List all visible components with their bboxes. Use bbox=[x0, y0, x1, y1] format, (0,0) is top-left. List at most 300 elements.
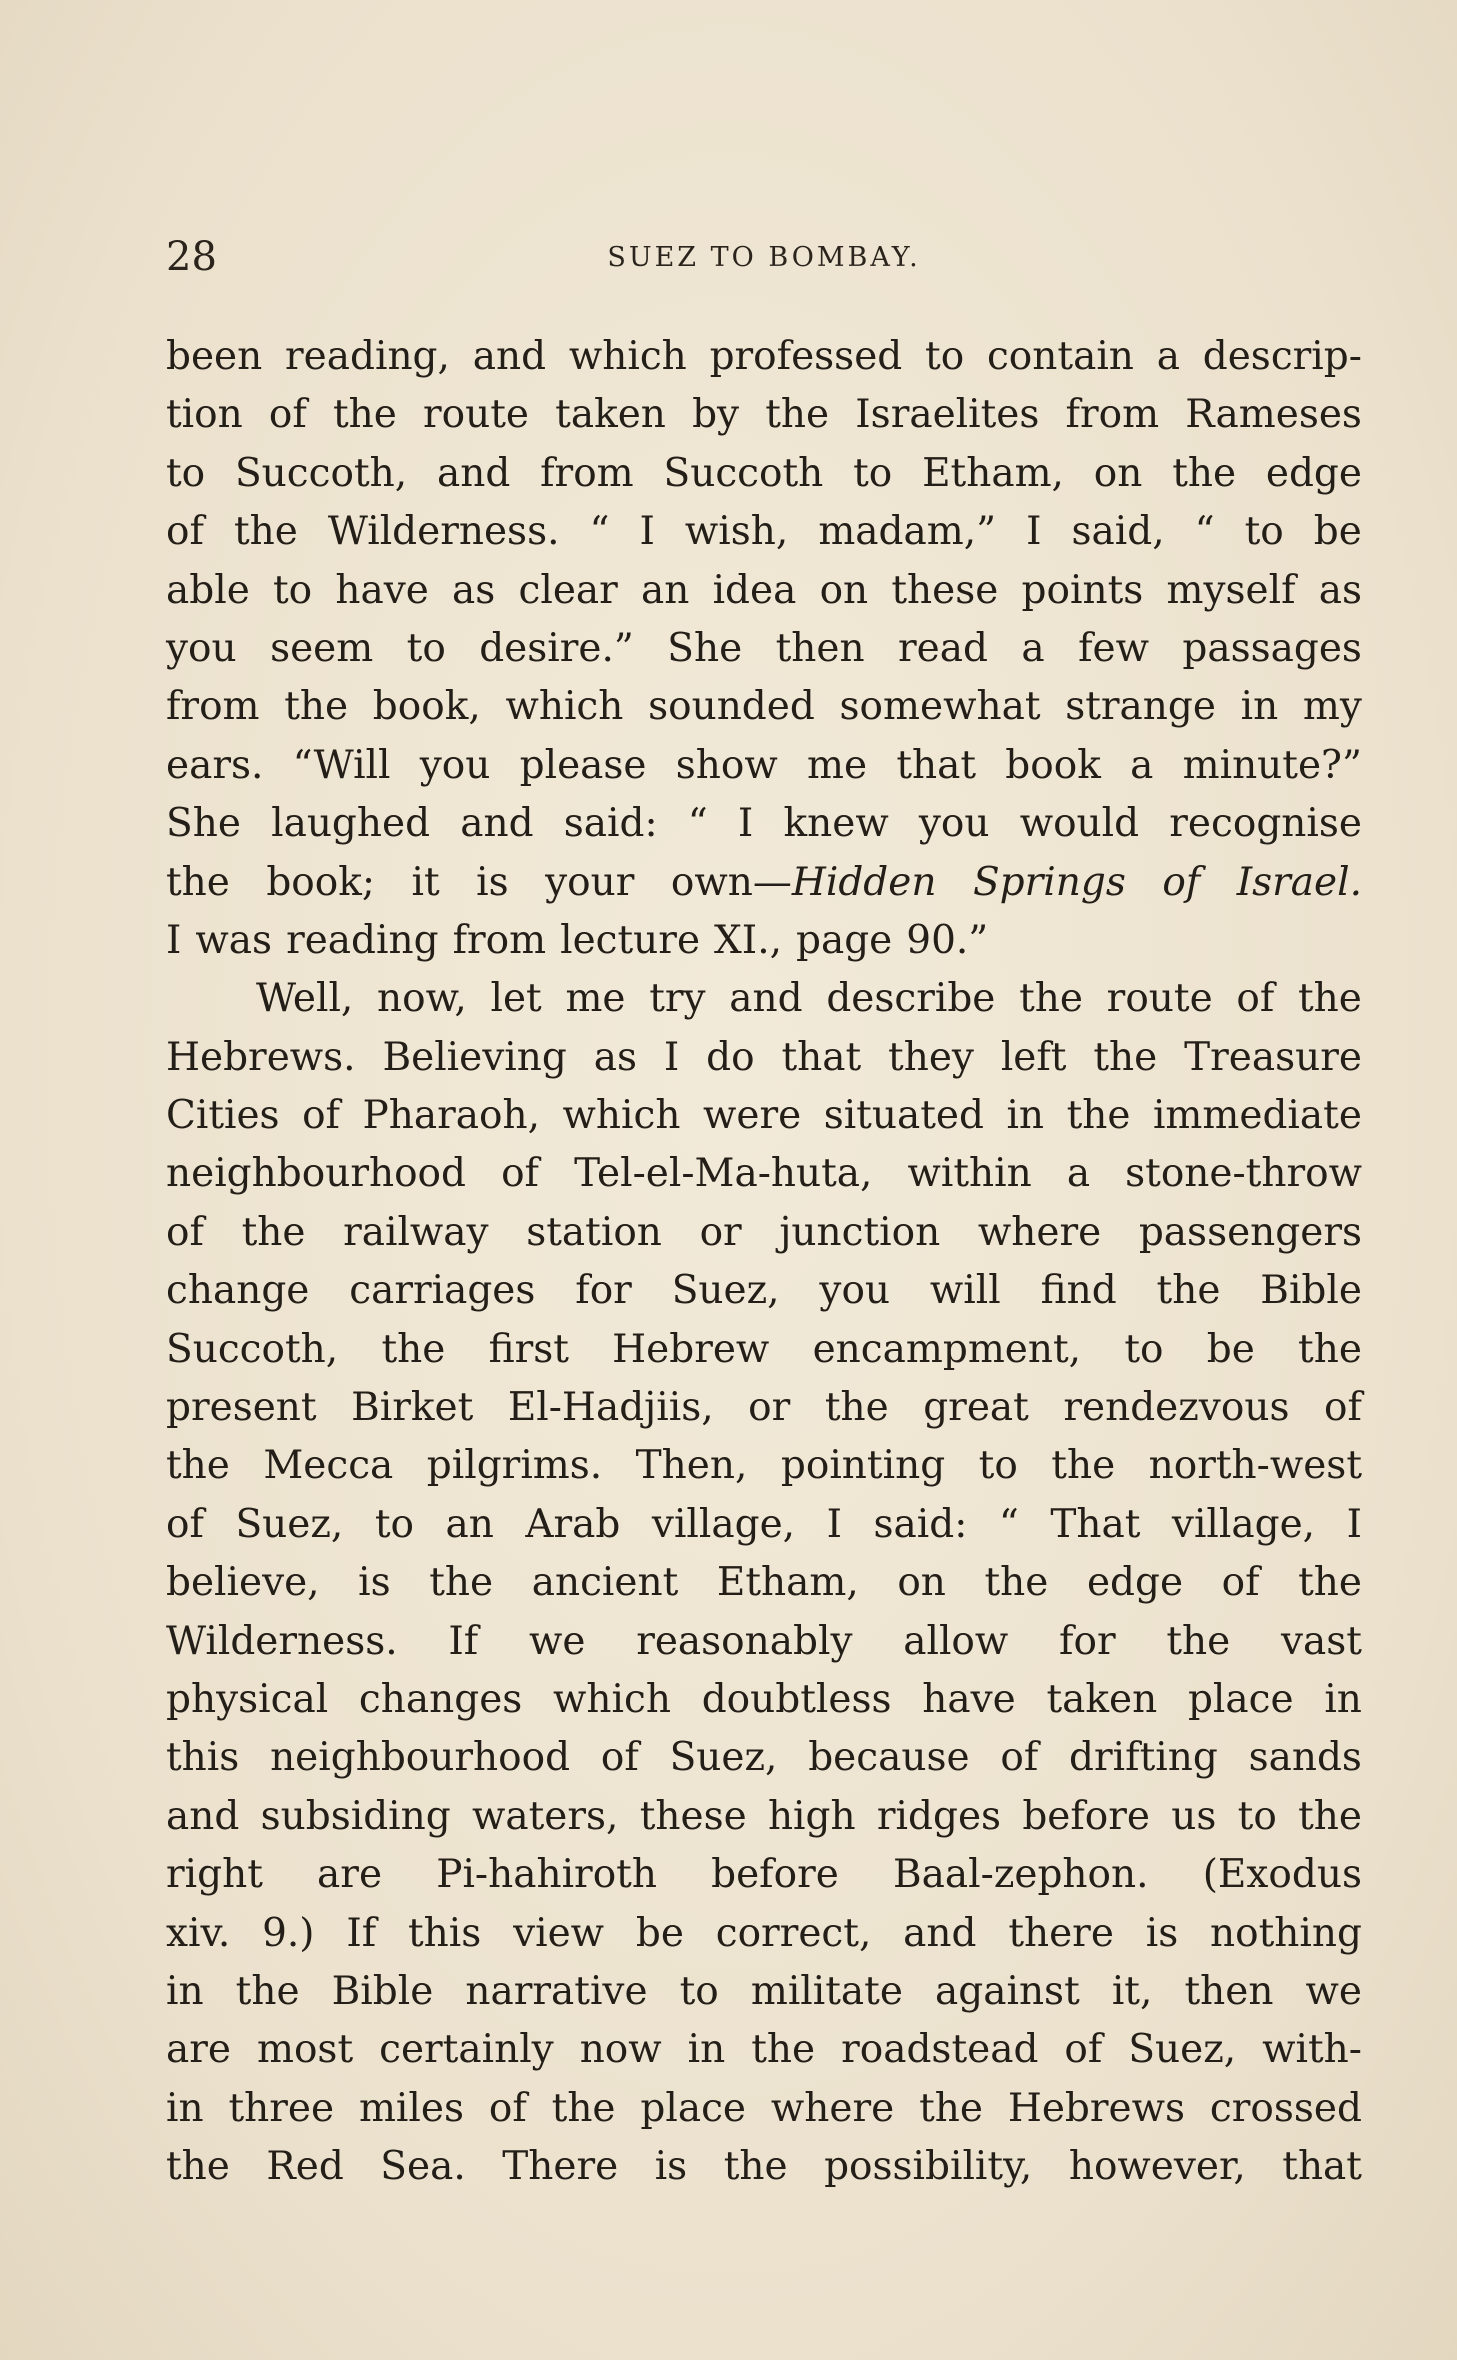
word: wish, bbox=[684, 509, 789, 555]
word: passages bbox=[1182, 625, 1362, 671]
word: the bbox=[241, 1209, 306, 1255]
word: Well, bbox=[256, 976, 354, 1022]
word: pointing bbox=[780, 1443, 946, 1489]
word: myself bbox=[1166, 567, 1296, 613]
word: idea bbox=[712, 567, 797, 613]
word: to bbox=[272, 567, 313, 613]
word: Tel-el-Ma-huta, bbox=[574, 1151, 873, 1197]
word: said: bbox=[563, 801, 658, 847]
word: Arab bbox=[525, 1501, 621, 1547]
word: do bbox=[706, 1034, 755, 1080]
word: ridges bbox=[876, 1793, 1002, 1839]
word: a bbox=[1021, 625, 1045, 671]
word: book, bbox=[372, 684, 481, 730]
word: is bbox=[358, 1560, 391, 1606]
word: then bbox=[1184, 1968, 1274, 2014]
word: railway bbox=[343, 1209, 489, 1255]
word: neighbourhood bbox=[166, 1151, 467, 1197]
word: There bbox=[502, 2144, 619, 2190]
word: Succoth bbox=[663, 450, 824, 496]
word: I bbox=[663, 1034, 680, 1080]
text-line bbox=[166, 1029, 1362, 1087]
word: Suez, bbox=[235, 1501, 344, 1547]
word: Israelites bbox=[855, 392, 1040, 438]
word: the bbox=[1166, 1618, 1231, 1664]
word: or bbox=[699, 1209, 742, 1255]
word: is bbox=[476, 859, 509, 905]
word: laughed bbox=[271, 801, 431, 847]
word: is bbox=[654, 2144, 688, 2190]
word: these bbox=[639, 1793, 747, 1839]
word: is bbox=[1145, 1910, 1179, 1956]
word: and bbox=[166, 1793, 240, 1839]
word: Pi-hahiroth bbox=[436, 1852, 657, 1898]
word: the bbox=[723, 2144, 788, 2190]
word: and bbox=[472, 334, 547, 379]
word: that bbox=[781, 1034, 862, 1080]
word: to bbox=[1237, 1793, 1277, 1839]
word: the bbox=[824, 1385, 889, 1431]
word: of bbox=[501, 1151, 539, 1197]
word: Rameses bbox=[1185, 392, 1362, 438]
word: pilgrims. bbox=[426, 1443, 603, 1489]
word: the bbox=[284, 684, 349, 730]
word: the bbox=[751, 2027, 816, 2073]
word: sounded bbox=[648, 684, 815, 730]
word: possibility, bbox=[824, 2144, 1033, 2190]
word: they bbox=[888, 1034, 974, 1080]
text-line bbox=[166, 1788, 1362, 1846]
word: “Will bbox=[292, 742, 391, 788]
word: the bbox=[1298, 1326, 1362, 1372]
word: this bbox=[166, 1735, 240, 1781]
word: on bbox=[819, 567, 869, 613]
word: because bbox=[808, 1735, 970, 1781]
word: the bbox=[551, 2085, 616, 2131]
text-line bbox=[166, 503, 1362, 561]
word: the bbox=[1019, 976, 1083, 1022]
word: to bbox=[925, 334, 965, 379]
word: have bbox=[335, 567, 429, 613]
word: rendezvous bbox=[1063, 1385, 1290, 1431]
word: own—Hidden bbox=[670, 859, 937, 905]
word: doubtless bbox=[701, 1676, 892, 1722]
word: for bbox=[1059, 1618, 1116, 1664]
word: ears. bbox=[166, 742, 264, 788]
word: show bbox=[675, 742, 778, 788]
word: try bbox=[649, 976, 706, 1022]
word: and bbox=[460, 801, 534, 847]
word: neighbourhood bbox=[270, 1735, 571, 1781]
word: 9.) bbox=[262, 1910, 315, 1956]
word: by bbox=[692, 392, 740, 438]
text-line bbox=[166, 737, 1362, 795]
word: lecture bbox=[560, 917, 701, 963]
word: place bbox=[1187, 1676, 1294, 1722]
word: we bbox=[1305, 1968, 1362, 2014]
word: Suez, bbox=[1128, 2027, 1237, 2073]
word: tion bbox=[166, 392, 243, 438]
word: militate bbox=[750, 1968, 903, 2014]
text-line bbox=[166, 328, 1362, 386]
text-line bbox=[166, 912, 1362, 970]
word: reading, bbox=[285, 334, 450, 379]
word: carriages bbox=[349, 1268, 536, 1314]
text-line bbox=[166, 1671, 1362, 1729]
word: to bbox=[166, 450, 206, 496]
word: of bbox=[600, 1735, 639, 1781]
word: She bbox=[667, 625, 743, 671]
word: “ bbox=[1194, 509, 1215, 555]
text-line bbox=[166, 562, 1362, 620]
word: “ bbox=[687, 801, 708, 847]
word: high bbox=[767, 1793, 856, 1839]
word: passengers bbox=[1138, 1209, 1362, 1255]
word: from bbox=[540, 450, 634, 496]
word: as bbox=[452, 567, 496, 613]
word: and bbox=[903, 1910, 977, 1956]
word: 90.” bbox=[906, 917, 989, 963]
word: edge bbox=[1265, 450, 1362, 496]
word: Pharaoh, bbox=[362, 1093, 541, 1139]
word: to bbox=[679, 1968, 719, 2014]
word: I bbox=[737, 801, 754, 847]
word: drifting bbox=[1069, 1735, 1218, 1781]
word: which bbox=[505, 684, 624, 730]
word: your bbox=[545, 859, 635, 905]
word: certainly bbox=[379, 2027, 554, 2073]
word: minute?” bbox=[1182, 742, 1362, 788]
word: present bbox=[166, 1385, 317, 1431]
page-header bbox=[166, 232, 1362, 282]
word: desire.” bbox=[479, 625, 634, 671]
word: us bbox=[1171, 1793, 1217, 1839]
text-line bbox=[166, 1437, 1362, 1495]
word: junction bbox=[779, 1209, 941, 1255]
word: village, bbox=[651, 1501, 796, 1547]
word: with- bbox=[1262, 2027, 1362, 2073]
word: most bbox=[256, 2027, 354, 2073]
word: physical bbox=[166, 1676, 329, 1722]
word: changes bbox=[358, 1676, 523, 1722]
word: the bbox=[1298, 1560, 1362, 1606]
word: roadstead bbox=[841, 2027, 1039, 2073]
italic-word: Israel. bbox=[1236, 859, 1362, 905]
word: I bbox=[639, 509, 655, 555]
text-line bbox=[166, 1846, 1362, 1904]
word: find bbox=[1040, 1268, 1117, 1314]
text-line bbox=[166, 1554, 1362, 1612]
word: the bbox=[1298, 976, 1362, 1022]
word: (Exodus bbox=[1202, 1852, 1362, 1898]
word: the bbox=[1051, 1443, 1116, 1489]
word: the bbox=[1298, 1793, 1362, 1839]
word: believe, bbox=[166, 1560, 320, 1606]
word: as bbox=[593, 1034, 637, 1080]
word: the bbox=[429, 1560, 494, 1606]
word: waters, bbox=[471, 1793, 619, 1839]
word: on bbox=[897, 1560, 946, 1606]
word: Believing bbox=[382, 1034, 567, 1080]
word: said: bbox=[873, 1501, 968, 1547]
word: taken bbox=[1046, 1676, 1158, 1722]
word: situated bbox=[823, 1093, 984, 1139]
body-text bbox=[166, 328, 1362, 2197]
text-line bbox=[166, 1379, 1362, 1437]
word: a bbox=[1066, 1151, 1091, 1197]
word: Bible bbox=[1260, 1268, 1362, 1314]
word: Etham, bbox=[716, 1560, 859, 1606]
word: in bbox=[687, 2027, 726, 2073]
word: where bbox=[977, 1209, 1102, 1255]
word: which bbox=[553, 1676, 671, 1722]
word: somewhat bbox=[839, 684, 1041, 730]
word: Wilderness. bbox=[166, 1618, 398, 1664]
text-line bbox=[166, 2080, 1362, 2138]
text-line bbox=[166, 1905, 1362, 1963]
word: of bbox=[1000, 1735, 1039, 1781]
text-line bbox=[166, 678, 1362, 736]
word: nothing bbox=[1210, 1910, 1362, 1956]
word: recognise bbox=[1169, 801, 1362, 847]
word: and bbox=[436, 450, 511, 496]
word: been bbox=[166, 334, 263, 379]
word: of bbox=[1236, 976, 1275, 1022]
word: my bbox=[1302, 684, 1362, 730]
word: three bbox=[228, 2085, 335, 2131]
word: a bbox=[1130, 742, 1154, 788]
word: the bbox=[166, 2144, 230, 2190]
word: sands bbox=[1248, 1735, 1362, 1781]
word: of bbox=[302, 1093, 340, 1139]
word: clear bbox=[518, 567, 618, 613]
word: you bbox=[166, 625, 237, 671]
word: will bbox=[929, 1268, 1001, 1314]
text-line bbox=[166, 386, 1362, 444]
word: Mecca bbox=[263, 1443, 394, 1489]
page-number: 28 bbox=[166, 234, 217, 280]
word: from bbox=[166, 684, 260, 730]
word: were bbox=[702, 1093, 802, 1139]
word: She bbox=[166, 801, 241, 847]
word: book; bbox=[266, 859, 376, 905]
word: in bbox=[1324, 1676, 1362, 1722]
word: stone-throw bbox=[1125, 1151, 1362, 1197]
word: have bbox=[922, 1676, 1016, 1722]
word: madam,” bbox=[818, 509, 997, 555]
word: for bbox=[575, 1268, 632, 1314]
word: read bbox=[898, 625, 988, 671]
word: El-Hadjiis, bbox=[507, 1385, 714, 1431]
word: in bbox=[1006, 1093, 1045, 1139]
text-line bbox=[166, 2138, 1362, 2196]
text-line bbox=[166, 1496, 1362, 1554]
word: it bbox=[411, 859, 440, 905]
word: XI., bbox=[714, 917, 782, 963]
word: of bbox=[1221, 1560, 1260, 1606]
word: would bbox=[1019, 801, 1140, 847]
word: was bbox=[195, 917, 273, 963]
word: I bbox=[166, 917, 182, 963]
word: of bbox=[166, 1501, 204, 1547]
word: Birket bbox=[351, 1385, 474, 1431]
text-line bbox=[166, 1729, 1362, 1787]
word: seem bbox=[270, 625, 374, 671]
word: however, bbox=[1068, 2144, 1246, 2190]
word: “ bbox=[589, 509, 610, 555]
word: Etham, bbox=[922, 450, 1064, 496]
word: narrative bbox=[465, 1968, 648, 2014]
word: in bbox=[166, 2085, 204, 2131]
word: the bbox=[332, 392, 397, 438]
word: Red bbox=[266, 2144, 344, 2190]
word: and bbox=[729, 976, 803, 1022]
word: points bbox=[1021, 567, 1144, 613]
word: vast bbox=[1280, 1618, 1362, 1664]
word: to bbox=[1124, 1326, 1164, 1372]
word: to bbox=[853, 450, 893, 496]
word: route bbox=[1106, 976, 1213, 1022]
text-line bbox=[166, 1321, 1362, 1379]
word: are bbox=[166, 2027, 231, 2073]
word: an bbox=[641, 567, 690, 613]
word: now, bbox=[377, 976, 467, 1022]
word: encampment, bbox=[812, 1326, 1082, 1372]
word: professed bbox=[709, 334, 903, 379]
word: in bbox=[1240, 684, 1279, 730]
word: able bbox=[166, 567, 250, 613]
word: miles bbox=[358, 2085, 464, 2131]
word: this bbox=[408, 1910, 482, 1956]
word: xiv. bbox=[166, 1910, 231, 1956]
word: crossed bbox=[1209, 2085, 1362, 2131]
word: the bbox=[233, 509, 298, 555]
word: Treasure bbox=[1184, 1034, 1362, 1080]
word: the bbox=[984, 1560, 1049, 1606]
word: of bbox=[166, 509, 204, 555]
word: ancient bbox=[531, 1560, 679, 1606]
word: Suez, bbox=[671, 1268, 780, 1314]
word: please bbox=[519, 742, 647, 788]
word: I bbox=[1026, 509, 1042, 555]
word: of bbox=[268, 392, 307, 438]
word: edge bbox=[1086, 1560, 1184, 1606]
word: be bbox=[1313, 509, 1362, 555]
word: the bbox=[1066, 1093, 1131, 1139]
word: change bbox=[166, 1268, 310, 1314]
word: from bbox=[1065, 392, 1160, 438]
word: of bbox=[1064, 2027, 1103, 2073]
word: few bbox=[1078, 625, 1149, 671]
italic-word: of bbox=[1162, 859, 1201, 905]
word: subsiding bbox=[260, 1793, 451, 1839]
word: I bbox=[1346, 1501, 1362, 1547]
italic-title: Hidden bbox=[791, 859, 937, 905]
word: page bbox=[796, 917, 893, 963]
word: Hebrews. bbox=[166, 1034, 356, 1080]
word: said, bbox=[1071, 509, 1165, 555]
word: an bbox=[445, 1501, 494, 1547]
word: the bbox=[919, 2085, 983, 2131]
text-line bbox=[166, 620, 1362, 678]
word: or bbox=[748, 1385, 791, 1431]
word: view bbox=[513, 1910, 605, 1956]
word: you bbox=[419, 742, 491, 788]
word: route bbox=[423, 392, 530, 438]
text-line bbox=[166, 1204, 1362, 1262]
text-line bbox=[166, 1087, 1362, 1145]
word: Wilderness. bbox=[327, 509, 560, 555]
word: reading bbox=[286, 917, 439, 963]
word: Sea. bbox=[380, 2144, 466, 2190]
word: taken bbox=[555, 392, 666, 438]
word: of bbox=[166, 1209, 204, 1255]
word: the bbox=[1156, 1268, 1221, 1314]
word: be bbox=[1206, 1326, 1255, 1372]
word: descrip- bbox=[1202, 334, 1362, 379]
word: me bbox=[807, 742, 868, 788]
word: place bbox=[640, 2085, 747, 2131]
word: to bbox=[1244, 509, 1284, 555]
word: before bbox=[1022, 1793, 1150, 1839]
word: right bbox=[166, 1852, 263, 1898]
word: where bbox=[770, 2085, 895, 2131]
word: be bbox=[635, 1910, 684, 1956]
word: to bbox=[406, 625, 446, 671]
word: north-west bbox=[1148, 1443, 1362, 1489]
word: knew bbox=[783, 801, 889, 847]
word: that bbox=[896, 742, 977, 788]
word: reasonably bbox=[636, 1618, 853, 1664]
word: to bbox=[978, 1443, 1018, 1489]
word: Succoth, bbox=[234, 450, 408, 496]
word: great bbox=[923, 1385, 1029, 1431]
word: Baal-zephon. bbox=[893, 1852, 1149, 1898]
text-line bbox=[166, 1613, 1362, 1671]
word: there bbox=[1008, 1910, 1114, 1956]
text-line bbox=[166, 1145, 1362, 1203]
word: which bbox=[568, 334, 687, 379]
word: correct, bbox=[715, 1910, 872, 1956]
running-head: SUEZ TO BOMBAY. bbox=[607, 242, 921, 273]
word: “ bbox=[998, 1501, 1019, 1547]
word: station bbox=[526, 1209, 662, 1255]
word: the bbox=[235, 1968, 300, 2014]
text-line bbox=[166, 1262, 1362, 1320]
word: left bbox=[1000, 1034, 1067, 1080]
word: now bbox=[579, 2027, 662, 2073]
text-line bbox=[166, 445, 1362, 503]
word: Bible bbox=[331, 1968, 434, 2014]
text-line bbox=[166, 795, 1362, 853]
word: which bbox=[562, 1093, 681, 1139]
word: on bbox=[1093, 450, 1143, 496]
word: immediate bbox=[1152, 1093, 1362, 1139]
word: Hebrews bbox=[1007, 2085, 1186, 2131]
text-line bbox=[166, 2021, 1362, 2079]
word: first bbox=[488, 1326, 569, 1372]
word: it, bbox=[1111, 1968, 1153, 2014]
word: of bbox=[1323, 1385, 1362, 1431]
word: Then, bbox=[635, 1443, 748, 1489]
word: the bbox=[765, 392, 830, 438]
word: book bbox=[1005, 742, 1101, 788]
word: these bbox=[891, 567, 999, 613]
word: the bbox=[381, 1326, 446, 1372]
word: a bbox=[1156, 334, 1180, 379]
word: we bbox=[528, 1618, 586, 1664]
word: I bbox=[826, 1501, 842, 1547]
